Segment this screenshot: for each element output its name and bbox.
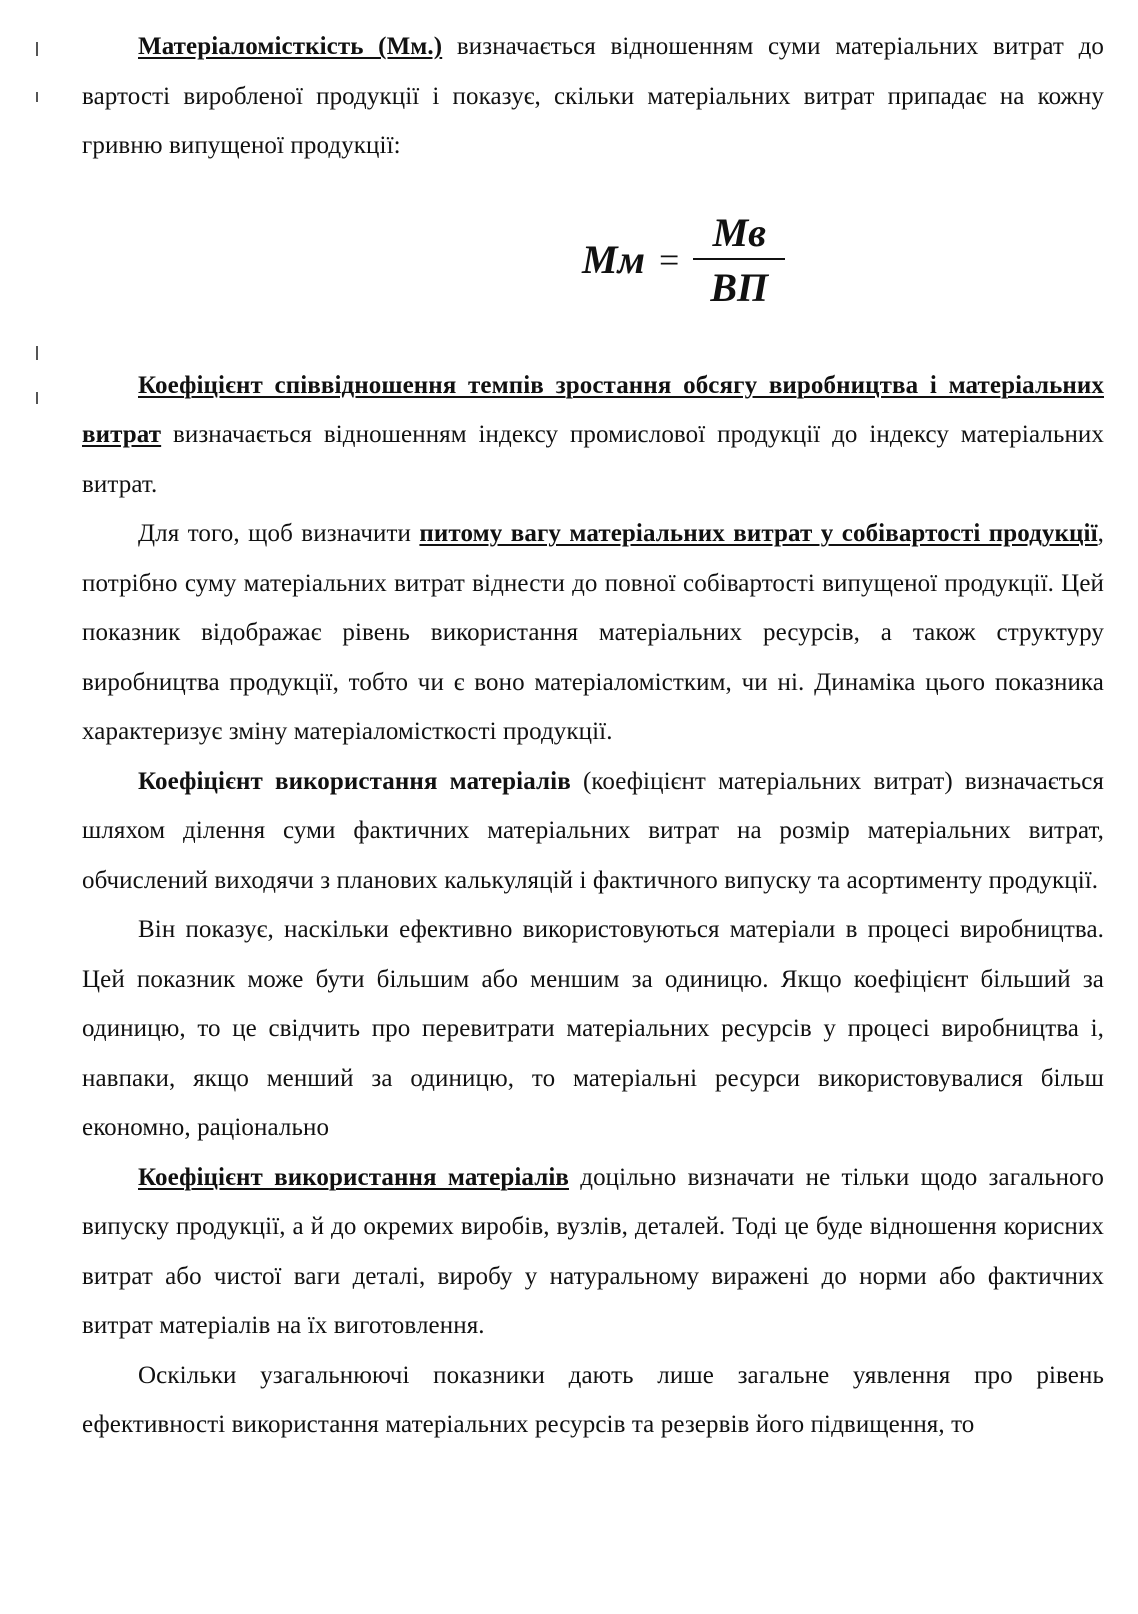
formula-denominator: ВП — [710, 264, 769, 310]
paragraph-koef-spivvidnoshennia — [82, 361, 1104, 510]
formula-numerator: Мв — [712, 209, 766, 255]
paragraph-text: Він показує, наскільки ефективно використовуються матеріали в процесі виробництва. Цей показник може бути більшим або меншим за одиницю. Якщо коефіцієнт більший за одиницю, то це свідчить про перевитрати матеріальних ресурсів у процесі виробництва і, навпаки, якщо менший за одиницю, то матеріальні ресурси використовувалися більш економно, раціонально — [82, 916, 1104, 1141]
term-koef-spivvidnoshennia: Коефіцієнт співвідношення темпів зростання обсягу виробництва і матеріальних витрат — [82, 371, 1104, 448]
paragraph-text: визначається відношенням індексу промислової продукції до індексу матеріальних витрат. — [82, 421, 1104, 498]
margin-mark — [36, 42, 38, 56]
paragraph-vin-pokazuie — [82, 905, 1104, 1153]
term-koef-vykorystannia-2: Коефіцієнт використання матеріалів — [138, 1163, 569, 1191]
formula-block — [82, 171, 1104, 361]
paragraph-pytoma-vaha — [82, 509, 1104, 757]
paragraph-text: визначається відношенням суми матеріальних витрат до вартості виробленої продукції і показує, скільки матеріальних витрат припадає на кожну гривню випущеної продукції: — [82, 33, 1104, 159]
paragraph-text: Оскільки узагальнюючі показники дають лише загальне уявлення про рівень ефективності використання матеріальних ресурсів та резервів його підвищення, то — [82, 1361, 1104, 1438]
margin-mark — [36, 392, 38, 404]
formula-fraction — [693, 209, 785, 311]
paragraph-text: Для того, щоб визначити — [138, 520, 420, 547]
margin-mark — [36, 92, 38, 102]
margin-mark — [36, 346, 38, 360]
paragraph-koef-vykorystannia — [82, 757, 1104, 906]
paragraph-text: доцільно визначати не тільки щодо загального випуску продукції, а й до окремих виробів, вузлів, деталей. Тоді це буде відношення корисних витрат або чистої ваги деталі, виробу у натуральному виражені до норми або фактичних витрат матеріалів на їх виготовлення. — [82, 1163, 1104, 1339]
paragraph-text: , потрібно суму матеріальних витрат віднести до повної собівартості випущеної продукції. Цей показник відображає рівень використання матеріальних ресурсів, а також структуру виробництва продукції, тобто чи є воно матеріаломістким, чи ні. Динаміка цього показника характеризує зміну матеріаломісткості продукції. — [82, 520, 1104, 745]
paragraph-materialomistkist — [82, 22, 1104, 171]
term-pytoma-vaha: питому вагу матеріальних витрат у собівартості продукції — [419, 520, 1098, 547]
term-koef-vykorystannia: Коефіцієнт використання матеріалів — [138, 767, 571, 795]
paragraph-koef-vykorystannia-2 — [82, 1153, 1104, 1351]
paragraph-text: (коефіцієнт матеріальних витрат) визначається шляхом ділення суми фактичних матеріальних витрат на розмір матеріальних витрат, обчислений виходячи з планових калькуляцій і фактичного випуску та асортименту продукції. — [82, 767, 1104, 894]
paragraph-oskilky — [82, 1351, 1104, 1450]
term-materialomistkist: Матеріаломісткість (Мм.) — [138, 33, 443, 60]
formula-lhs: Мм — [582, 237, 645, 282]
formula-equals: = — [658, 239, 680, 280]
formula — [582, 209, 785, 311]
